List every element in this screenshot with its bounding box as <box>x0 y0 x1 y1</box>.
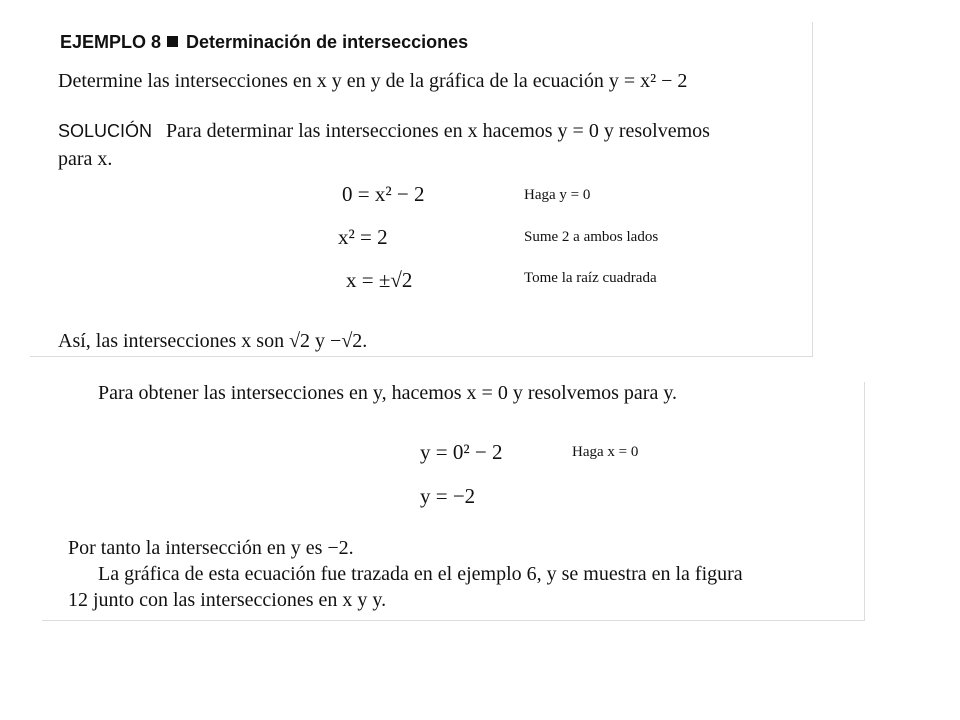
problem-statement: Determine las intersecciones en x y en y de la gráfica de la ecuación y = x² − 2 <box>58 70 688 92</box>
square-bullet-icon <box>167 36 178 47</box>
example-panel-x <box>30 22 813 357</box>
solution-line-1 <box>58 120 710 143</box>
step-y-1-note: Haga x = 0 <box>572 444 639 460</box>
solution-text-1: Para determinar las intersecciones en x hacemos y = 0 y resolvemos <box>166 120 710 142</box>
step-y-1-equation: y = 0² − 2 <box>420 440 503 464</box>
step-x-2-note: Sume 2 a ambos lados <box>524 229 659 245</box>
closing-line-1: La gráfica de esta ecuación fue trazada en el ejemplo 6, y se muestra en la figura <box>98 563 743 585</box>
step-x-2-equation: x² = 2 <box>338 225 388 249</box>
example-label: EJEMPLO 8 <box>60 32 162 52</box>
conclusion-y: Por tanto la intersección en y es −2. <box>68 537 354 559</box>
example-heading <box>60 32 468 53</box>
step-y-2-equation: y = −2 <box>420 484 476 508</box>
step-x-1-note: Haga y = 0 <box>524 187 591 203</box>
example-title: Determinación de intersecciones <box>186 32 469 52</box>
conclusion-x: Así, las intersecciones x son √2 y −√2. <box>58 330 368 352</box>
y-intro: Para obtener las intersecciones en y, hacemos x = 0 y resolvemos para y. <box>98 382 678 404</box>
example-panel-y <box>42 382 865 621</box>
solution-line-2: para x. <box>58 148 113 170</box>
step-x-3-note: Tome la raíz cuadrada <box>524 270 657 286</box>
step-x-3-equation: x = ±√2 <box>346 268 413 292</box>
closing-line-2: 12 junto con las intersecciones en x y y. <box>68 589 387 611</box>
step-x-1-equation: 0 = x² − 2 <box>342 182 425 206</box>
solution-label: SOLUCIÓN <box>58 121 153 141</box>
